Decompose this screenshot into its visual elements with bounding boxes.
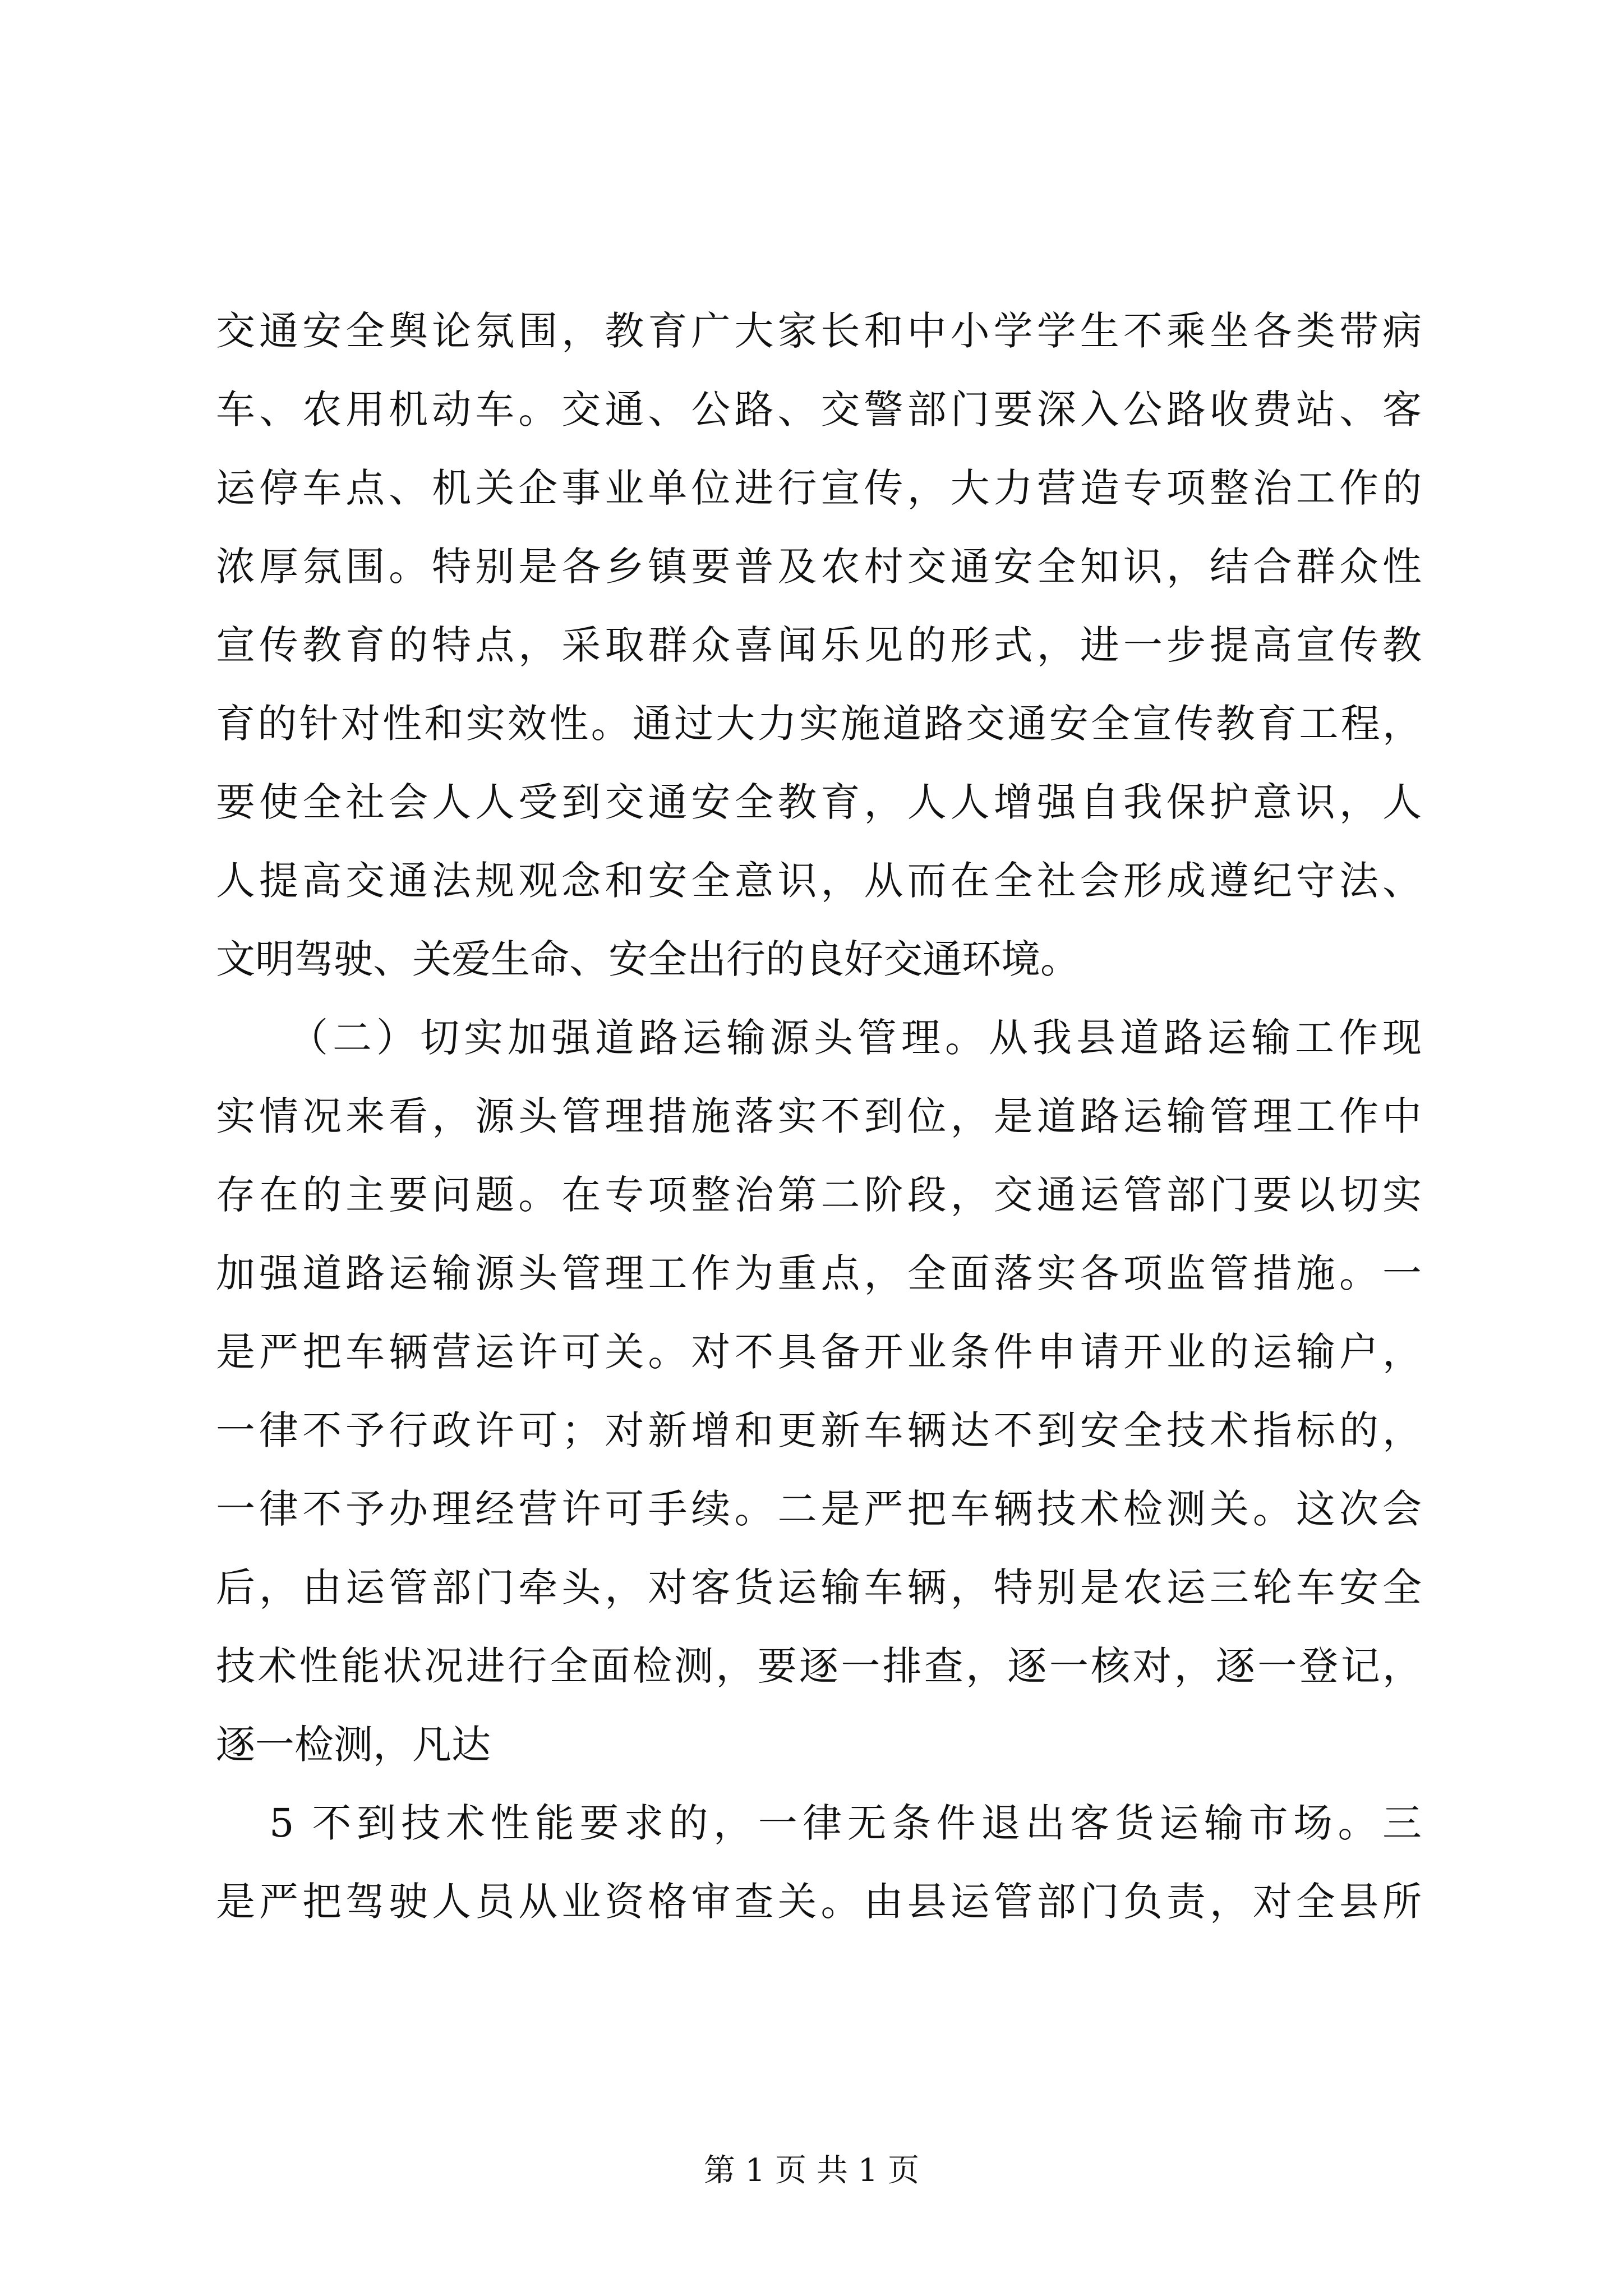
text-line: 后，由运管部门牵头，对客货运输车辆，特别是农运三轮车安全 [216,1565,1422,1611]
text-line: 交通安全舆论氛围，教育广大家长和中小学学生不乘坐各类带病 [216,308,1422,354]
text-line: 要使全社会人人受到交通安全教育，人人增强自我保护意识，人 [216,779,1422,825]
text-line: 是严把驾驶人员从业资格审查关。由县运管部门负责，对全县所 [216,1879,1422,1925]
text-line: 育的针对性和实效性。通过大力实施道路交通安全宣传教育工程， [216,701,1422,747]
text-line: 是严把车辆营运许可关。对不具备开业条件申请开业的运输户， [216,1329,1422,1375]
text-line: 逐一检测，凡达 [216,1722,491,1768]
text-line: 加强道路运输源头管理工作为重点，全面落实各项监管措施。一 [216,1250,1422,1296]
text-line: 一律不予办理经营许可手续。二是严把车辆技术检测关。这次会 [216,1486,1422,1532]
section-heading-line: （二）切实加强道路运输源头管理。从我县道路运输工作现 [289,1015,1422,1061]
text-line: 宣传教育的特点，采取群众喜闻乐见的形式，进一步提高宣传教 [216,622,1422,668]
text-line: 文明驾驶、关爱生命、安全出行的良好交通环境。 [216,936,1080,982]
body-text [216,292,1422,1941]
text-line: 5 不到技术性能要求的，一律无条件退出客货运输市场。三 [269,1800,1422,1846]
text-line: 车、农用机动车。交通、公路、交警部门要深入公路收费站、客 [216,386,1422,432]
text-line: 人提高交通法规观念和安全意识，从而在全社会形成遵纪守法、 [216,858,1422,904]
text-line: 存在的主要问题。在专项整治第二阶段，交通运管部门要以切实 [216,1172,1422,1218]
text-line: 运停车点、机关企事业单位进行宣传，大力营造专项整治工作的 [216,465,1422,511]
page-footer: 第 1 页 共 1 页 [703,2152,920,2189]
text-line: 实情况来看，源头管理措施落实不到位，是道路运输管理工作中 [216,1093,1422,1139]
text-line: 一律不予行政许可；对新增和更新车辆达不到安全技术指标的， [216,1407,1422,1453]
text-line: 技术性能状况进行全面检测，要逐一排查，逐一核对，逐一登记， [216,1643,1422,1689]
text-line: 浓厚氛围。特别是各乡镇要普及农村交通安全知识，结合群众性 [216,544,1422,590]
